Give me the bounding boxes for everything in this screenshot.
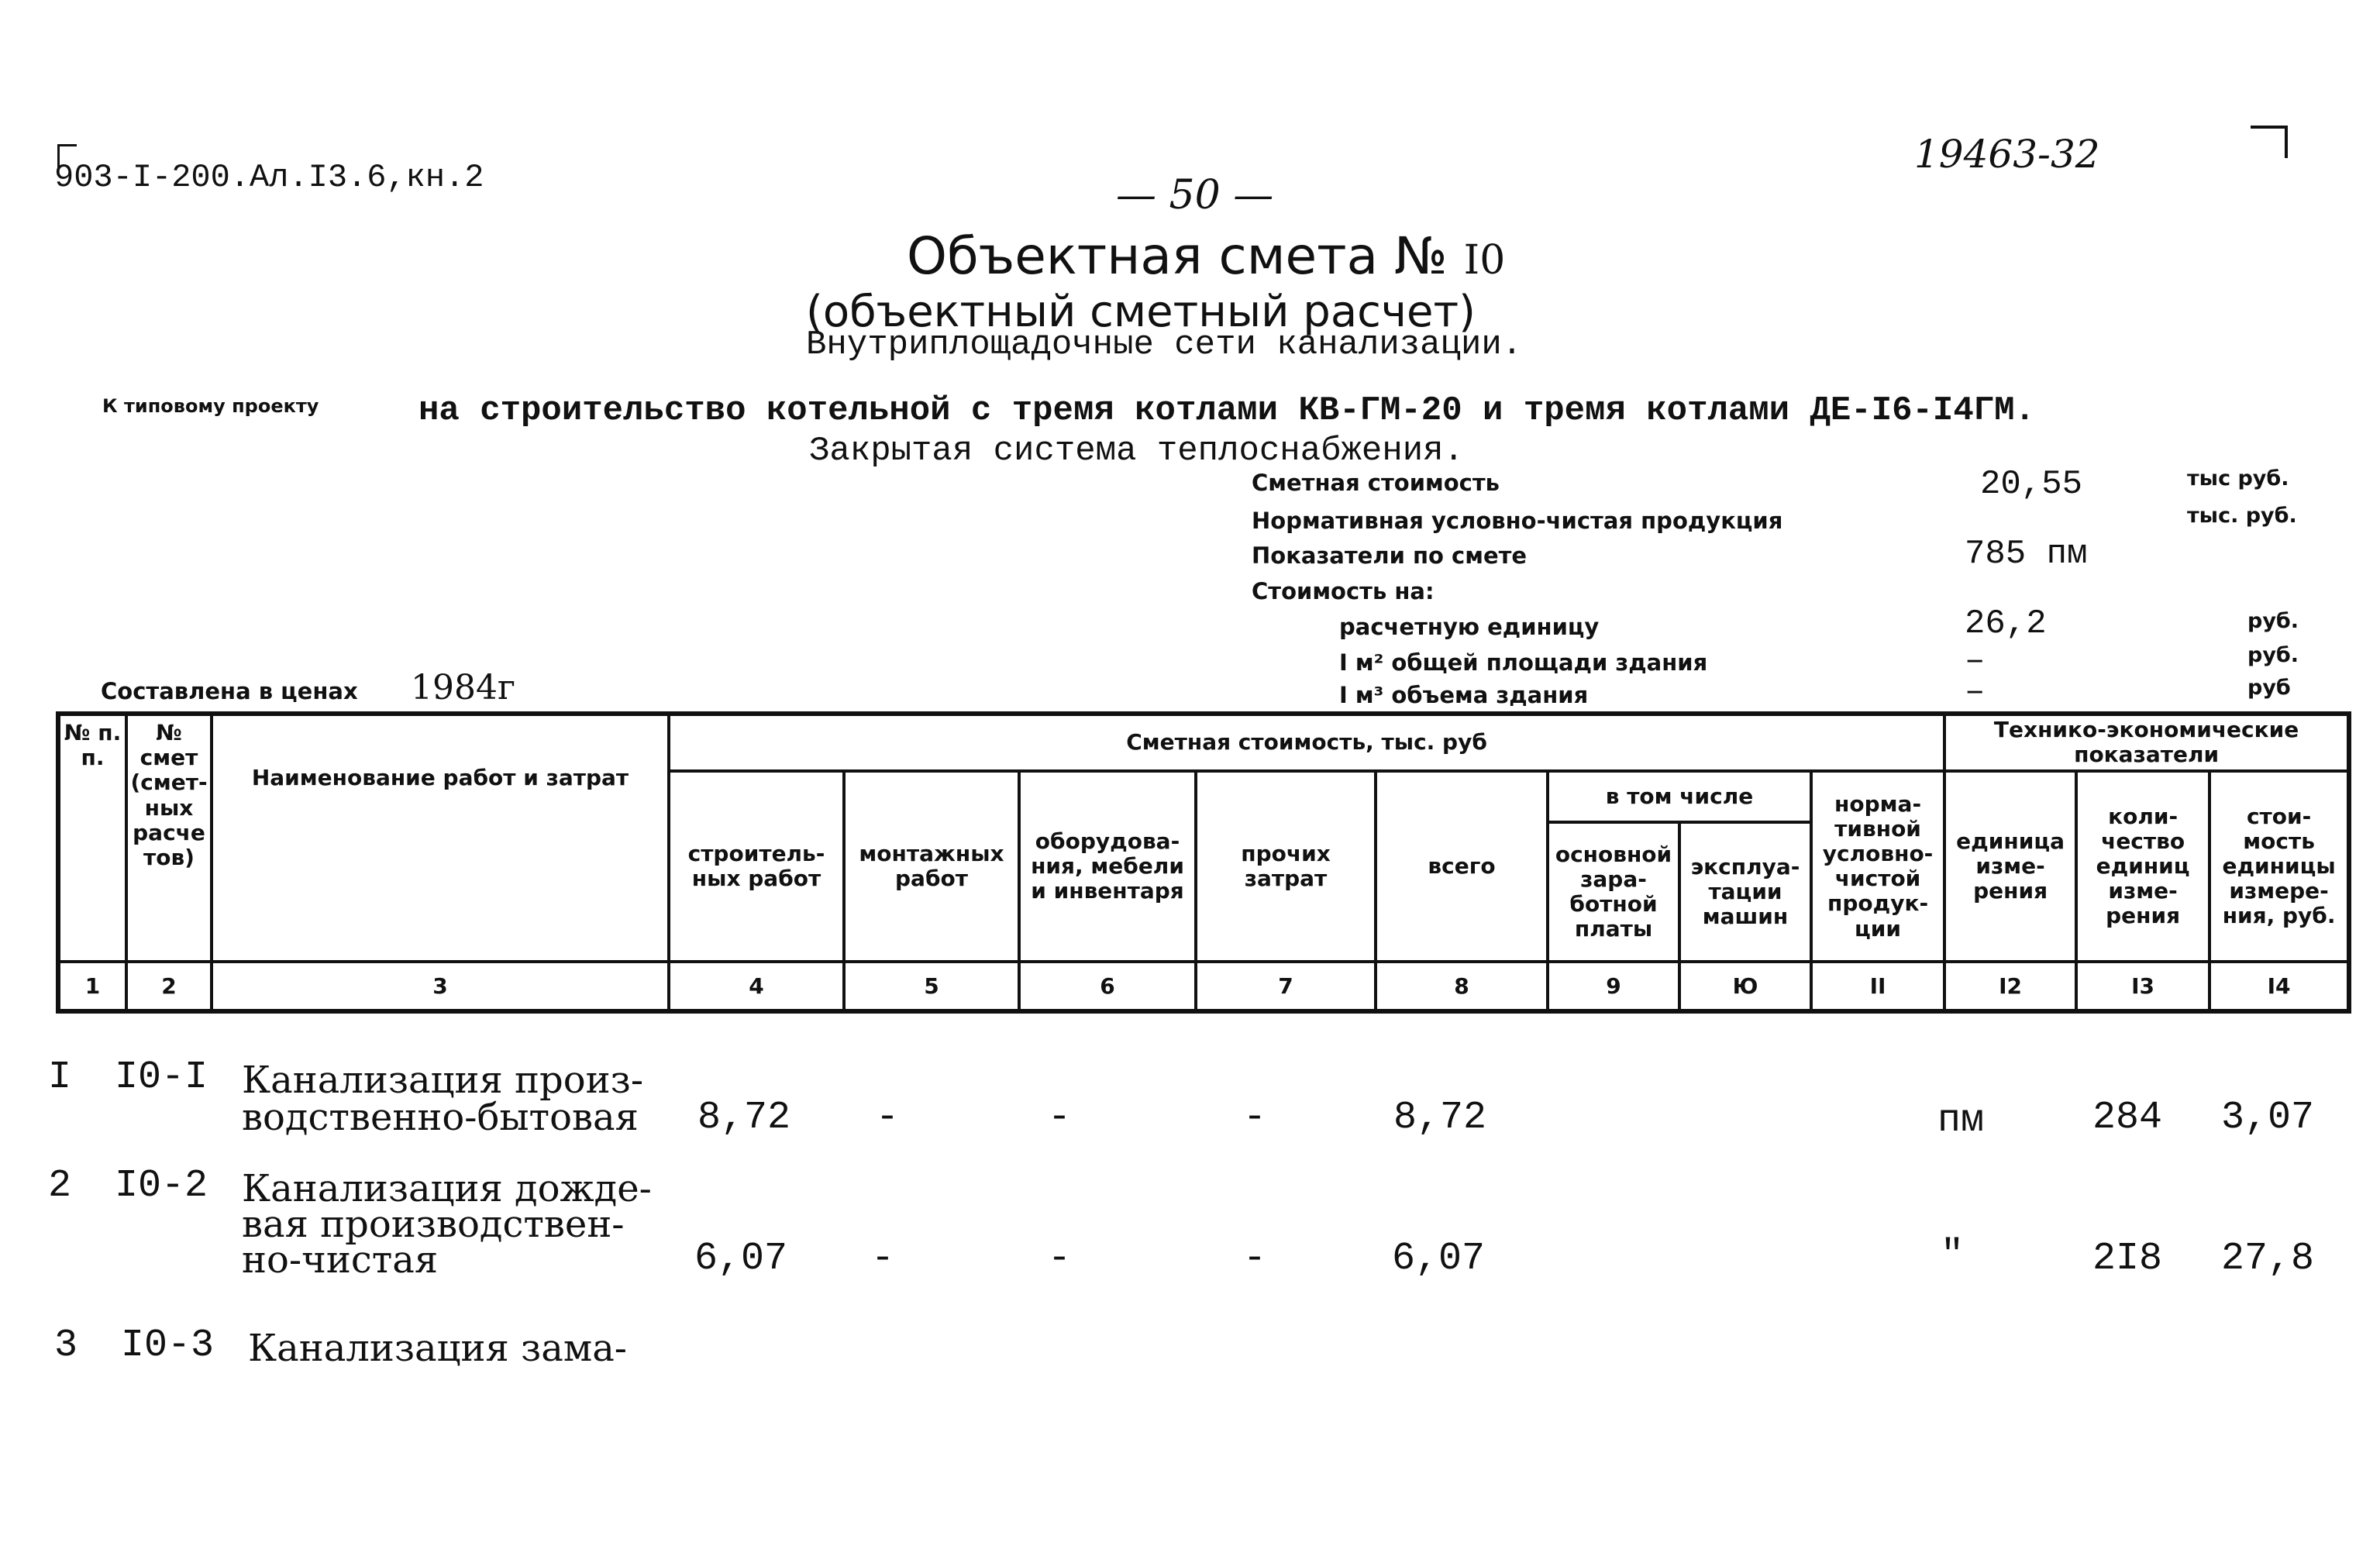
row-other: - xyxy=(1243,1096,1267,1140)
row-quantity: 284 xyxy=(2092,1096,2163,1140)
row-installation: - xyxy=(871,1237,895,1281)
compiled-prices-year: 1984г xyxy=(411,668,516,707)
indicators-value: 785 пм xyxy=(1965,535,2088,573)
row-name-line1: Канализация дожде- xyxy=(242,1167,652,1210)
row-code: I0-3 xyxy=(121,1324,215,1368)
row-other: - xyxy=(1243,1237,1267,1281)
header-tech-economic: Технико-экономические показатели xyxy=(1944,714,2349,771)
volume-cost-label: I м³ объема здания xyxy=(1339,682,1589,708)
column-number: II xyxy=(1811,962,1944,1011)
column-number: I4 xyxy=(2210,962,2349,1011)
normative-product-unit: тыс. руб. xyxy=(2187,504,2297,528)
column-number: I2 xyxy=(1944,962,2076,1011)
row-name-line2: вая производствен- xyxy=(242,1203,625,1246)
row-no: 3 xyxy=(54,1324,78,1368)
estimate-object-name: Внутриплощадочные сети канализации. xyxy=(806,325,1523,364)
column-number: Ю xyxy=(1679,962,1811,1011)
row-construction: 6,07 xyxy=(694,1237,788,1281)
header-unit-cost: стои-мость единицы измере-ния, руб. xyxy=(2210,771,2349,962)
normative-product-label: Нормативная условно-чистая продукция xyxy=(1252,508,1783,534)
compiled-prices-label: Составлена в ценах xyxy=(101,678,358,704)
row-name-line1: Канализация зама- xyxy=(248,1327,628,1370)
volume-cost-unit: руб xyxy=(2247,676,2291,700)
header-machines: эксплуа-тации машин xyxy=(1679,822,1811,962)
row-installation: - xyxy=(876,1096,900,1140)
title-number: I0 xyxy=(1463,237,1506,284)
column-number: 8 xyxy=(1376,962,1548,1011)
header-unit: единица изме-рения xyxy=(1944,771,2076,962)
column-number: 6 xyxy=(1019,962,1196,1011)
document-code: 903-I-200.Ал.I3.6,кн.2 xyxy=(54,159,484,196)
volume-cost-value: – xyxy=(1965,673,1986,711)
row-unit: пм xyxy=(1937,1099,1985,1143)
corner-mark-right xyxy=(2251,126,2288,158)
project-label: К типовому проекту xyxy=(102,395,319,417)
cost-on-label: Стоимость на: xyxy=(1252,578,1435,604)
header-other: прочих затрат xyxy=(1196,771,1376,962)
column-number: 9 xyxy=(1548,962,1679,1011)
project-description-line2: Закрытая система теплоснабжения. xyxy=(809,432,1464,470)
unit-cost-label: расчетную единицу xyxy=(1339,614,1600,640)
row-name-line2: водственно-бытовая xyxy=(242,1096,639,1139)
row-unit-cost: 3,07 xyxy=(2221,1096,2315,1140)
area-cost-value: – xyxy=(1965,642,1986,680)
header-normative: норма-тивной условно-чистой продук-ции xyxy=(1811,771,1944,962)
column-number: 3 xyxy=(212,962,669,1011)
header-smet-no: № смет (смет-ных расче тов) xyxy=(126,714,212,962)
header-quantity: коли-чество единиц изме-рения xyxy=(2076,771,2210,962)
estimated-cost-value: 20,55 xyxy=(1980,465,2083,504)
column-number: 5 xyxy=(844,962,1019,1011)
page-number: — 50 — xyxy=(1116,172,1274,219)
indicators-label: Показатели по смете xyxy=(1252,542,1528,569)
area-cost-label: I м² общей площади здания xyxy=(1339,649,1708,676)
row-total: 8,72 xyxy=(1393,1096,1487,1140)
column-number: 7 xyxy=(1196,962,1376,1011)
estimated-cost-unit: тыс руб. xyxy=(2187,466,2289,491)
column-number: 4 xyxy=(669,962,844,1011)
page-title xyxy=(907,226,1505,286)
column-number: 2 xyxy=(126,962,212,1011)
unit-cost-unit: руб. xyxy=(2247,609,2299,633)
header-name: Наименование работ и затрат xyxy=(212,714,669,962)
header-no: № п. п. xyxy=(58,714,126,962)
row-name-line3: но-чистая xyxy=(242,1238,439,1282)
row-unit: " xyxy=(1941,1234,1965,1278)
row-no: I xyxy=(48,1055,72,1100)
header-installation: монтажных работ xyxy=(844,771,1019,962)
header-estimated-cost: Сметная стоимость, тыс. руб xyxy=(669,714,1944,771)
header-wages: основной зара-ботной платы xyxy=(1548,822,1679,962)
header-equipment: оборудова-ния, мебели и инвентаря xyxy=(1019,771,1196,962)
row-construction: 8,72 xyxy=(697,1096,791,1140)
row-no: 2 xyxy=(48,1164,72,1208)
header-including: в том числе xyxy=(1548,771,1811,822)
row-name-line1: Канализация произ- xyxy=(242,1059,644,1102)
title-text: Объектная смета № xyxy=(907,226,1448,286)
column-number: I3 xyxy=(2076,962,2210,1011)
handwritten-code: 19463-32 xyxy=(1914,132,2100,177)
area-cost-unit: руб. xyxy=(2247,643,2299,667)
header-total: всего xyxy=(1376,771,1548,962)
header-construction: строитель-ных работ xyxy=(669,771,844,962)
row-unit-cost: 27,8 xyxy=(2221,1237,2315,1281)
row-equipment: - xyxy=(1048,1237,1072,1281)
column-number: 1 xyxy=(58,962,126,1011)
row-total: 6,07 xyxy=(1392,1237,1486,1281)
row-code: I0-I xyxy=(115,1055,208,1100)
estimate-table xyxy=(56,711,2351,1014)
row-quantity: 2I8 xyxy=(2092,1237,2163,1281)
page-subtitle: (объектный сметный расчет) xyxy=(806,287,1476,337)
row-equipment: - xyxy=(1048,1096,1072,1140)
unit-cost-value: 26,2 xyxy=(1965,604,2047,643)
estimated-cost-label: Сметная стоимость xyxy=(1252,470,1500,496)
project-description: на строительство котельной с тремя котлами КВ-ГМ-20 и тремя котлами ДЕ-I6-I4ГМ. xyxy=(418,391,2035,430)
row-code: I0-2 xyxy=(115,1164,208,1208)
